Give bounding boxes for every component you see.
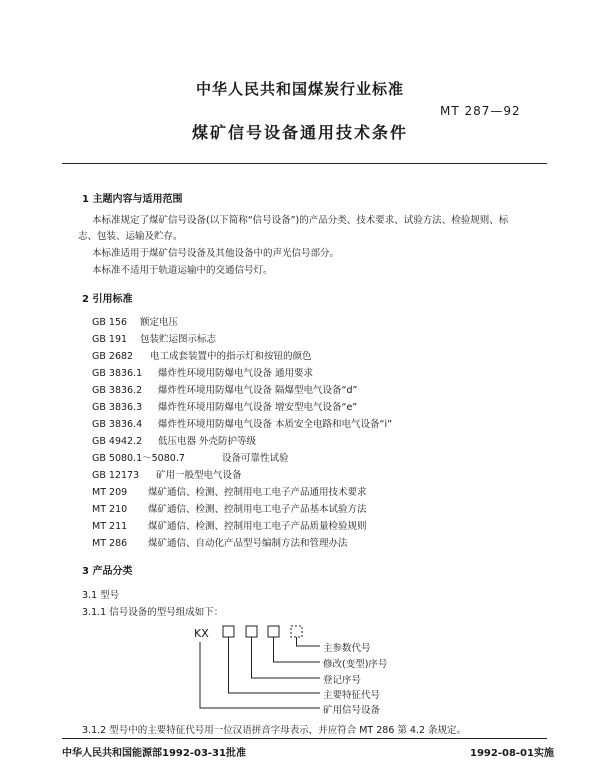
- leader-line: [297, 637, 321, 646]
- diagram-label: 登记序号: [323, 675, 362, 686]
- reference-item: [92, 365, 313, 379]
- reference-item: [92, 484, 367, 498]
- reference-item: [92, 450, 289, 464]
- section-1-para-2: 本标准适用于煤矿信号设备及其他设备中的声光信号部分。: [92, 248, 340, 259]
- reference-code: GB 191: [92, 334, 128, 345]
- reference-code: MT 211: [92, 521, 128, 532]
- clause-3-1-1: 3.1.1 信号设备的型号组成如下：: [82, 607, 224, 618]
- leader-line: [252, 637, 321, 678]
- reference-title: 煤矿通信、检测、控制用电工电子产品通用技术要求: [148, 487, 367, 498]
- reference-title: 低压电器 外壳防护等级: [158, 436, 257, 447]
- diagram-box-main-parameter: [291, 626, 302, 637]
- reference-item: [92, 467, 242, 481]
- reference-title: 爆炸性环境用防爆电气设备 增安型电气设备“e”: [158, 402, 358, 413]
- footer-divider: [62, 738, 547, 739]
- reference-item: [92, 535, 348, 549]
- reference-item: [92, 314, 178, 328]
- reference-title: 矿用一般型电气设备: [156, 470, 242, 481]
- reference-title: 煤矿通信、自动化产品型号编制方法和管理办法: [148, 538, 348, 549]
- reference-title: 爆炸性环境用防爆电气设备 通用要求: [158, 368, 314, 379]
- reference-title: 煤矿通信、检测、控制用电工电子产品基本试验方法: [148, 504, 367, 515]
- reference-code: GB 156: [92, 317, 128, 328]
- reference-title: 包装贮运图示标志: [140, 334, 217, 345]
- reference-code: MT 209: [92, 487, 128, 498]
- reference-code: GB 4942.2: [92, 436, 143, 447]
- section-1-para-1-line-1: 本标准规定了煤矿信号设备(以下简称“信号设备”)的产品分类、技术要求、试验方法、检验规则、标: [92, 215, 509, 226]
- reference-item: [92, 348, 312, 362]
- reference-item: [92, 382, 357, 396]
- reference-code: GB 3836.2: [92, 385, 143, 396]
- approval-line: 中华人民共和国能源部1992-03-31批准: [62, 748, 246, 759]
- diagram-box-main-feature: [223, 626, 234, 637]
- reference-code: MT 286: [92, 538, 128, 549]
- reference-code: MT 210: [92, 504, 128, 515]
- diagram-box-revision: [268, 626, 279, 637]
- section-2-heading: 2 引用标准: [82, 294, 133, 305]
- clause-3-1: 3.1 型号: [82, 590, 120, 601]
- reference-title: 爆炸性环境用防爆电气设备 本质安全电路和电气设备“i”: [158, 419, 393, 430]
- reference-item: [92, 331, 216, 345]
- section-3-heading: 3 产品分类: [82, 566, 133, 577]
- reference-item: [92, 399, 357, 413]
- effective-date: 1992-08-01实施: [470, 748, 554, 759]
- issuing-authority: 中华人民共和国煤炭行业标准: [195, 80, 404, 98]
- diagram-label: 矿用信号设备: [323, 705, 381, 716]
- diagram-label: 主要特征代号: [323, 690, 381, 701]
- reference-title: 额定电压: [140, 317, 179, 328]
- model-prefix: KX: [194, 627, 209, 640]
- leader-line: [229, 637, 321, 693]
- reference-item: [92, 416, 392, 430]
- reference-title: 爆炸性环境用防爆电气设备 隔爆型电气设备“d”: [158, 385, 358, 396]
- reference-code: GB 2682: [92, 351, 134, 362]
- section-1-para-1-line-2: 志、包装、运输及贮存。: [78, 231, 183, 242]
- diagram-box-registration: [246, 626, 257, 637]
- document-title: 煤矿信号设备通用技术条件: [191, 123, 408, 142]
- section-1-heading: 1 主题内容与适用范围: [82, 194, 183, 205]
- reference-code: GB 12173: [92, 470, 140, 481]
- header-divider: [62, 163, 547, 164]
- reference-title: 电工成套装置中的指示灯和按钮的颜色: [150, 351, 312, 362]
- reference-item: [92, 518, 367, 532]
- reference-code: GB 3836.3: [92, 402, 143, 413]
- reference-title: 设备可靠性试验: [222, 453, 289, 464]
- standard-number: MT 287—92: [440, 104, 521, 118]
- model-designation-diagram: [180, 618, 430, 710]
- reference-code: GB 3836.4: [92, 419, 143, 430]
- diagram-label: 修改(变型)序号: [323, 659, 388, 670]
- diagram-label: 主参数代号: [323, 643, 371, 654]
- leader-line: [200, 642, 320, 708]
- reference-title: 煤矿通信、检测、控制用电工电子产品质量检验规则: [148, 521, 367, 532]
- reference-item: [92, 501, 367, 515]
- reference-code: GB 5080.1～5080.7: [92, 453, 185, 464]
- reference-code: GB 3836.1: [92, 368, 143, 379]
- clause-3-1-2: 3.1.2 型号中的主要特征代号用一位汉语拼音字母表示，并应符合 MT 286 第 4.2 条规定。: [82, 725, 467, 736]
- reference-item: [92, 433, 256, 447]
- section-1-para-3: 本标准不适用于轨道运输中的交通信号灯。: [92, 265, 273, 276]
